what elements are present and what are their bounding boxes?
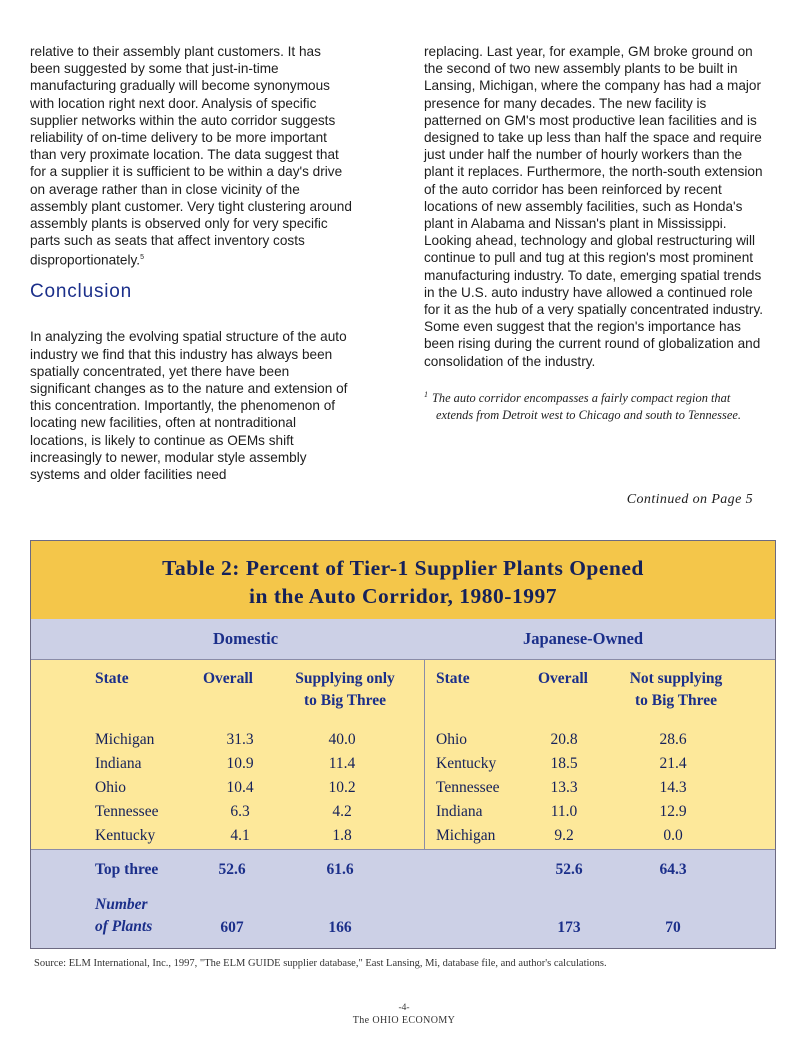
left-column (30, 43, 352, 483)
table-cell: 10.2 (328, 779, 356, 796)
table-cell: 4.1 (230, 827, 250, 844)
table-cell: 166 (328, 919, 352, 936)
table-cell: 6.3 (230, 803, 250, 820)
table-cell: 20.8 (550, 731, 578, 748)
col-header-overall: Overall (538, 670, 588, 687)
footnote-ref: 5 (140, 254, 144, 262)
table-cell: 11.0 (550, 803, 578, 820)
group-header-band (31, 619, 775, 660)
col-header-supplying-only: Supplying only to Big Three (295, 670, 395, 709)
right-column (424, 43, 764, 425)
column-divider (424, 660, 425, 850)
table-cell: 12.9 (659, 803, 687, 820)
table-2 (30, 540, 776, 949)
body-paragraph: relative to their assembly plant customers. It has been suggested by some that just-in-time manufacturing gradually will become synonymous with location right next door. Analysis of specific supplier networks within the auto corridor suggests reliability of on-time delivery to be more important than very proximate location. The data suggest that for a supplier it is sufficient to be within a day's drive on average rather than in close vicinity of the assembly plant customer. Very tight clustering around assembly plants is observed only for very specific parts such as seats that affect inventory costs disproportionately.$^5$ (30, 44, 352, 268)
table-cell: 28.6 (659, 731, 687, 748)
row-label-top-three: Top three (95, 861, 159, 878)
footnote: $^1$ The auto corridor encompasses a fairly compact region that extends from Detroit west to Chicago and south to Tennessee. (424, 389, 741, 423)
col-header-state: State (436, 670, 470, 687)
page-number: -4- (398, 1003, 410, 1013)
table-cell: 70 (665, 919, 681, 936)
table-cell: 10.4 (226, 779, 254, 796)
table-cell: 0.0 (663, 827, 683, 844)
row-label-number-of-plants: Number of Plants (95, 896, 153, 935)
col-header-overall: Overall (203, 670, 253, 687)
table-cell: 21.4 (659, 755, 687, 772)
table-cell-state: Tennessee (95, 803, 159, 820)
footnote-mark: 1 (424, 389, 428, 399)
table-cell: 64.3 (659, 861, 687, 878)
table-cell-state: Ohio (95, 779, 126, 796)
table-cell: 31.3 (226, 731, 254, 748)
table-cell: 607 (220, 919, 244, 936)
table-cell-state: Kentucky (436, 755, 497, 772)
table-cell: 14.3 (659, 779, 687, 796)
table-cell: 61.6 (326, 861, 354, 878)
table-title: Table 2: Percent of Tier-1 Supplier Plants Opened in the Auto Corridor, 1980-1997 (31, 541, 775, 619)
table-cell: 1.8 (332, 827, 352, 844)
table-cell: 52.6 (555, 861, 583, 878)
publication-masthead: The OHIO ECONOMY (352, 1015, 456, 1026)
table-source-note: Source: ELM International, Inc., 1997, "The ELM GUIDE supplier database," East Lansing, Mi, database file, and author's calculations. (34, 958, 607, 969)
table-cell: 10.9 (226, 755, 254, 772)
group-japanese-owned: Japanese-Owned (523, 629, 644, 648)
table-cell: 4.2 (332, 803, 352, 820)
table-cell-state: Michigan (436, 827, 496, 844)
table-cell: 18.5 (550, 755, 578, 772)
table-cell: 11.4 (328, 755, 356, 772)
body-paragraph: In analyzing the evolving spatial structure of the auto industry we find that this industry has always been spatially concentrated, yet there have been significant changes as to the nature and extension of this concentration. Importantly, the phenomenon of locating new facilities, often at nontraditional locations, is likely to continue as OEMs shift increasingly to newer, modular style assembly systems and older facilities need (30, 329, 348, 482)
table-cell: 52.6 (218, 861, 246, 878)
col-header-not-supplying: Not supplying to Big Three (629, 670, 723, 709)
section-heading-conclusion: Conclusion (30, 281, 132, 303)
table-cell-state: Indiana (95, 755, 142, 772)
table-cell-state: Michigan (95, 731, 155, 748)
table-cell: 9.2 (554, 827, 574, 844)
table-cell: 13.3 (550, 779, 578, 796)
table-cell-state: Indiana (436, 803, 483, 820)
table-cell-state: Ohio (436, 731, 467, 748)
body-paragraph: replacing. Last year, for example, GM broke ground on the second of two new assembly plants to be built in Lansing, Michigan, where the company has had a major presence for many decades. The new facility is patterned on GM's most productive lean facilities and is designed to take up less than half the space and require just under half the number of hourly workers than the plant it replaces. Furthermore, the north-south extension of the auto corridor has been reinforced by recent locations of new assembly facilities, such as Honda's plant in Alabama and Nissan's plant in Mississippi. Looking ahead, technology and global restructuring will continue to pull and tug at this region's most prominent manufacturing industry. To date, emerging spatial trends in the U.S. auto industry have allowed a continued role for it as the hub of a very spatially concentrated industry. Some even suggest that the region's importance has been rising during the current round of globalization and consolidation of the industry. (424, 44, 764, 369)
col-header-state: State (95, 670, 129, 687)
table-cell-state: Tennessee (436, 779, 500, 796)
table-cell: 40.0 (328, 731, 356, 748)
table-cell: 173 (557, 919, 581, 936)
continued-on-link[interactable]: Continued on Page 5 (626, 492, 753, 507)
group-domestic: Domestic (213, 629, 279, 648)
table-cell-state: Kentucky (95, 827, 156, 844)
